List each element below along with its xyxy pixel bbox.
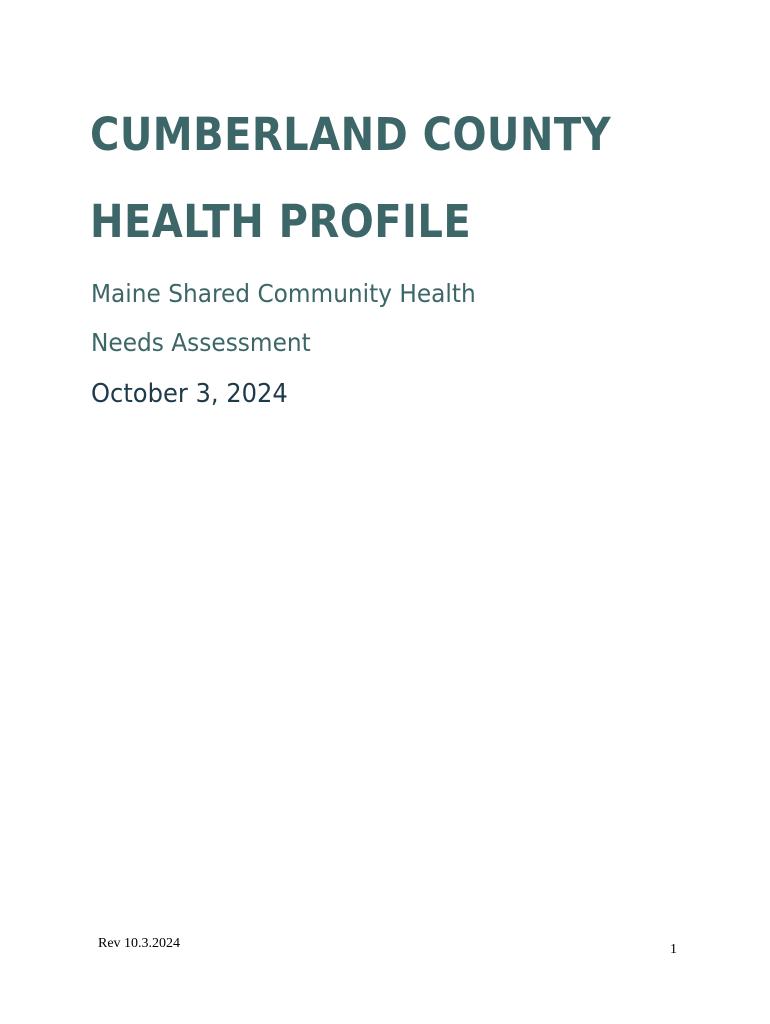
document-date: October 3, 2024 bbox=[91, 379, 288, 409]
subtitle-line-2: Needs Assessment bbox=[91, 328, 311, 357]
subtitle-line-1: Maine Shared Community Health bbox=[91, 279, 476, 308]
title-line-2: HEALTH PROFILE bbox=[90, 195, 472, 248]
page-number: 1 bbox=[670, 942, 677, 957]
title-line-1: CUMBERLAND COUNTY bbox=[90, 108, 612, 161]
revision-label: Rev 10.3.2024 bbox=[98, 936, 181, 951]
